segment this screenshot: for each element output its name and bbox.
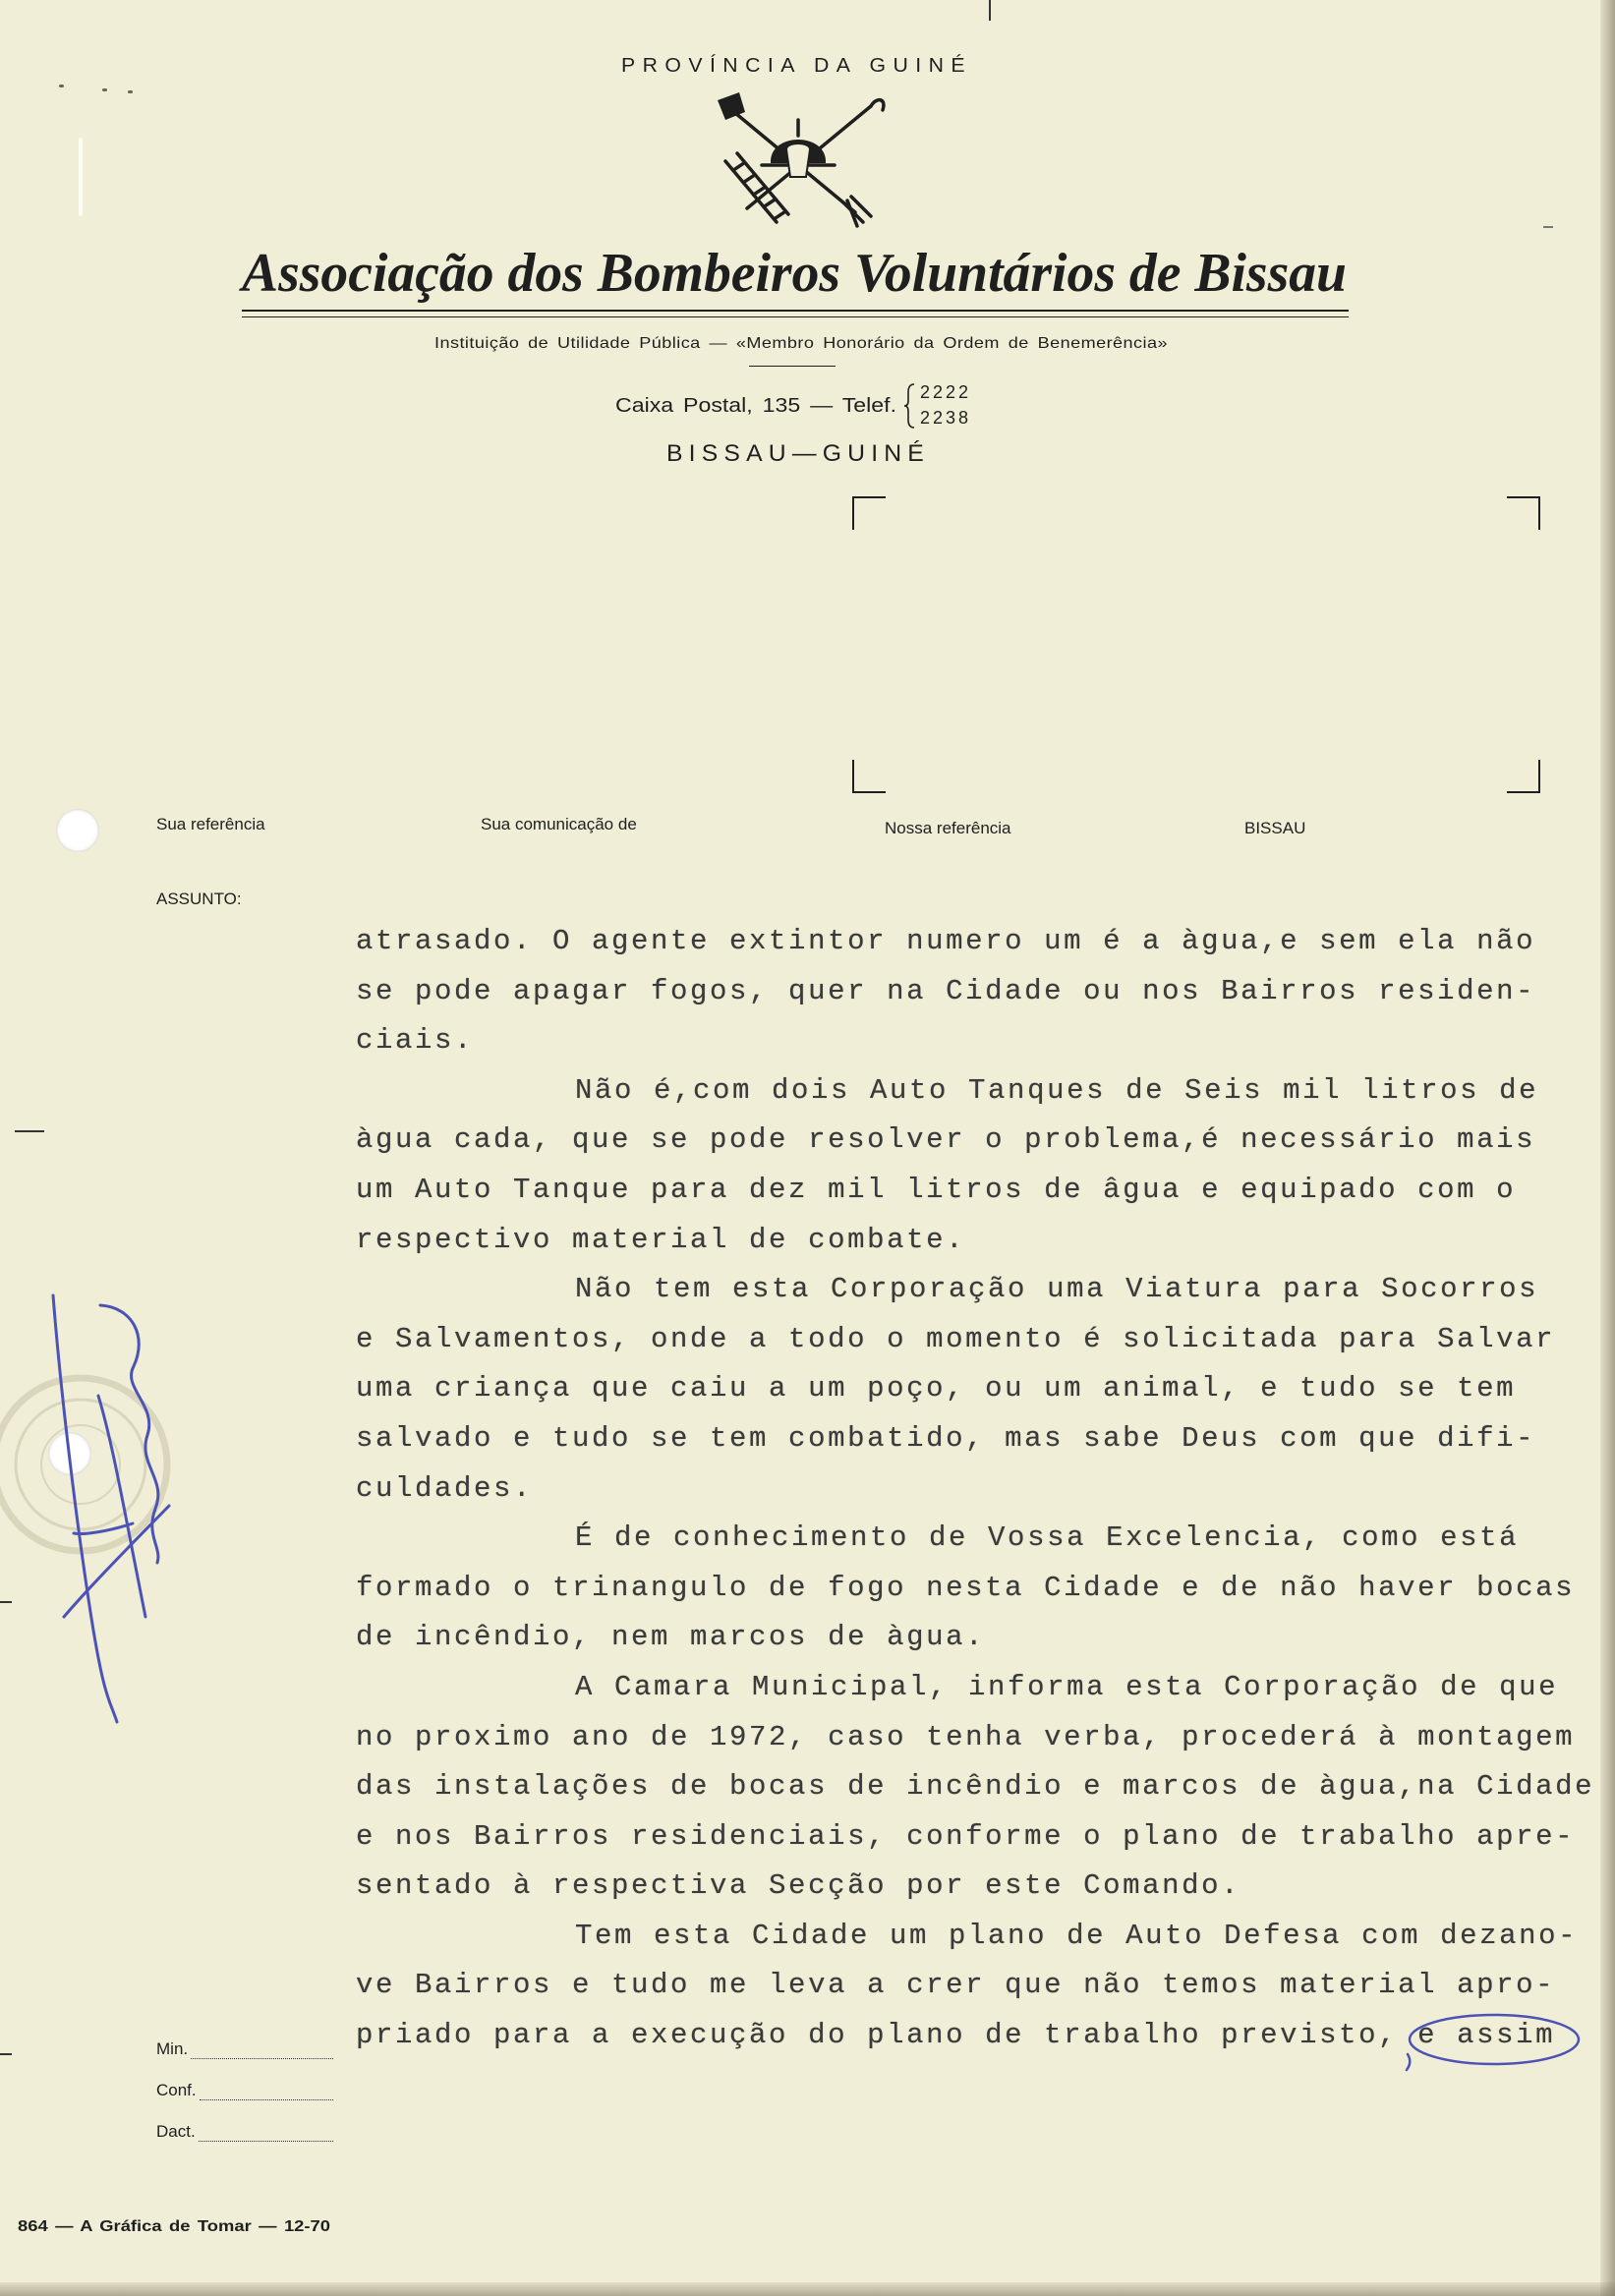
paper-edge	[0, 2282, 1615, 2296]
letter-line: priado para a execução do plano de trabalho previsto, e assim	[356, 2019, 1556, 2052]
letter-line: e Salvamentos, onde a todo o momento é solicitada para Salvar	[356, 1322, 1556, 1355]
printer-imprint-text: 864 — A Gráfica de Tomar — 12-70	[18, 2218, 330, 2235]
margin-mark	[0, 1601, 12, 1603]
postal-text: Caixa Postal, 135 — Telef.	[615, 395, 896, 417]
punch-hole	[48, 1432, 91, 1475]
letter-line: culdades.	[356, 1471, 534, 1505]
letter-line: àgua cada, que se pode resolver o problema,é necessário mais	[356, 1123, 1536, 1157]
punch-hole	[56, 809, 99, 852]
letter-line: uma criança que caiu a um poço, ou um animal, e tudo se tem	[356, 1372, 1517, 1406]
phone-number: 2238	[920, 408, 972, 428]
subject-label: ASSUNTO:	[156, 890, 242, 908]
margin-mark	[0, 2053, 12, 2055]
paper-speck	[59, 85, 64, 87]
letter-body	[356, 917, 1604, 2061]
letter-line: salvado e tudo se tem combatido, mas sabe Deus com que difi-	[356, 1421, 1536, 1455]
your-communication-label: Sua comunicação de	[481, 815, 637, 833]
city-heading	[666, 440, 930, 468]
address-window-corner-bottom-left	[852, 760, 886, 793]
letter-line: Tem esta Cidade um plano de Auto Defesa com dezano-	[575, 1919, 1579, 1952]
institution-line	[434, 334, 1168, 354]
city-text: BISSAU—GUINÉ	[666, 440, 930, 467]
our-reference-label: Nossa referência	[885, 819, 1011, 837]
office-mark-label: Min.	[156, 2039, 189, 2058]
paper-edge	[1600, 0, 1615, 2296]
office-mark-min	[156, 2038, 333, 2059]
paper-scratch	[79, 138, 83, 216]
letter-line: de incêndio, nem marcos de àgua.	[356, 1621, 986, 1654]
office-mark-dact	[156, 2120, 333, 2142]
fire-brigade-emblem-icon	[708, 92, 890, 230]
letter-line: sentado à respectiva Secção por este Comando.	[356, 1869, 1241, 1903]
letter-line: A Camara Municipal, informa esta Corporação de que	[575, 1670, 1559, 1703]
province-text: PROVÍNCIA DA GUINÉ	[621, 55, 972, 77]
office-mark-label: Conf.	[156, 2081, 197, 2099]
short-divider	[749, 366, 836, 367]
province-heading	[621, 54, 972, 78]
paper-speck	[128, 90, 133, 93]
organization-name	[242, 240, 1347, 307]
address-window-corner-top-right	[1507, 496, 1540, 530]
dotted-line	[191, 2044, 333, 2059]
phone-brace-icon	[904, 382, 916, 430]
fold-mark	[15, 1130, 44, 1132]
postal-address	[615, 394, 896, 418]
place-label: BISSAU	[1244, 819, 1306, 837]
office-mark-label: Dact.	[156, 2122, 196, 2141]
letter-line: respectivo material de combate.	[356, 1223, 966, 1256]
address-window-corner-top-left	[852, 496, 886, 530]
paper-speck	[102, 88, 107, 91]
letter-line: ve Bairros e tudo me leva a crer que não temos material apro-	[356, 1969, 1556, 2002]
dotted-line	[199, 2127, 333, 2142]
handwritten-signature-icon	[53, 1295, 169, 1722]
printer-imprint	[18, 2217, 330, 2237]
letter-line: ciais.	[356, 1024, 475, 1058]
dotted-line	[200, 2086, 333, 2100]
margin-mark	[1543, 226, 1553, 228]
address-window-corner-bottom-right	[1507, 760, 1540, 793]
letter-line: formado o trinangulo de fogo nesta Cidade e de não haver bocas	[356, 1571, 1576, 1604]
letter-line: e nos Bairros residenciais, conforme o plano de trabalho apre-	[356, 1819, 1576, 1853]
office-mark-conf	[156, 2079, 333, 2100]
letterhead-divider	[242, 316, 1349, 317]
letter-line: Não tem esta Corporação uma Viatura para Socorros	[575, 1273, 1539, 1306]
institution-text: Instituição de Utilidade Pública — «Membro Honorário da Ordem de Benemerência»	[434, 335, 1168, 352]
your-reference-label: Sua referência	[156, 815, 265, 833]
letter-line: se pode apagar fogos, quer na Cidade ou nos Bairros residen-	[356, 974, 1536, 1007]
letterhead-divider	[242, 310, 1349, 312]
organization-name-text: Associação dos Bombeiros Voluntários de Bissau	[242, 243, 1347, 304]
phone-number: 2222	[920, 382, 972, 402]
letter-line: Não é,com dois Auto Tanques de Seis mil litros de	[575, 1073, 1539, 1107]
letter-line: das instalações de bocas de incêndio e marcos de àgua,na Cidade	[356, 1770, 1595, 1804]
fold-tick-mark	[989, 0, 991, 21]
letter-line: É de conhecimento de Vossa Excelencia, como está	[575, 1521, 1520, 1555]
letter-line: atrasado. O agente extintor numero um é a àgua,e sem ela não	[356, 925, 1536, 957]
letter-line: no proximo ano de 1972, caso tenha verba, procederá à montagem	[356, 1720, 1576, 1753]
letter-line: um Auto Tanque para dez mil litros de âgua e equipado com o	[356, 1173, 1517, 1206]
